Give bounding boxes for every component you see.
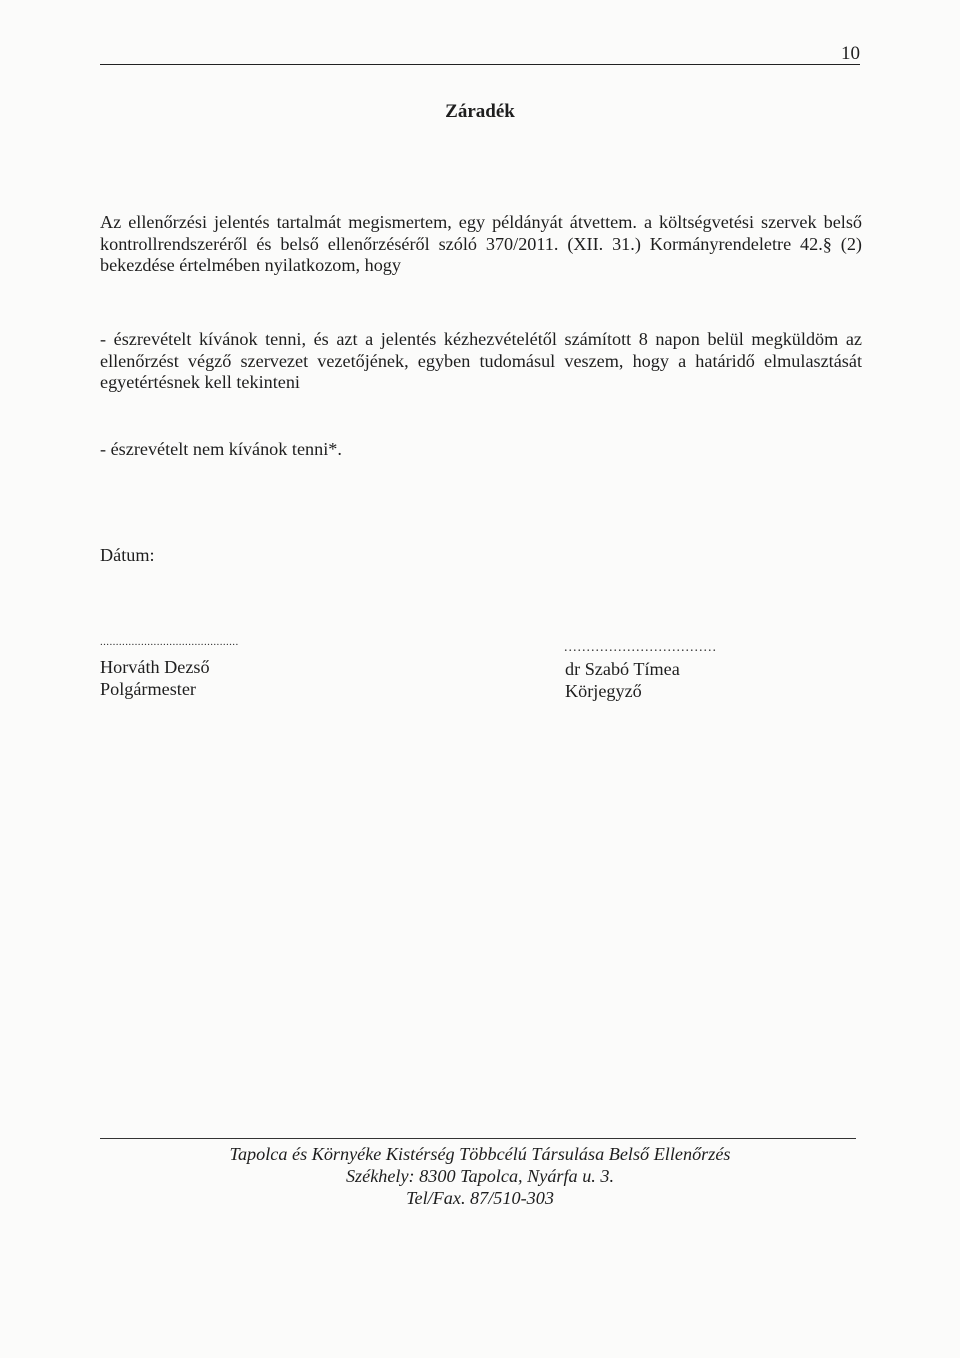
footer-address: Székhely: 8300 Tapolca, Nyárfa u. 3. [345,1166,615,1186]
date-label: Dátum: [100,545,155,565]
signature-block-right [565,659,680,702]
option-comment: - észrevételt kívánok tenni, és azt a jelentés kézhezvételétől számított 8 napon belül megküldöm az ellenőrzést végző szervezet vezetőjének, egyben tudomásul veszem, hogy a határidő elmulasztását egyetértésnek kell tekinteni [100,329,862,392]
signature-line-right: .................................. [564,640,717,655]
intro-paragraph: Az ellenőrzési jelentés tartalmát megismertem, egy példányát átvettem. a költségvetési szervek belső kontrollrendszeréről és belső ellenőrzéséről szóló 370/2011. (XII. 31.) Kormányrendeletre 42.§ (2) bekezdése értelmében nyilatkozom, hogy [100,212,862,275]
signatory-role-right: Körjegyző [565,680,642,701]
footer [0,1143,960,1209]
signatory-name-left: Horváth Dezső [100,657,210,677]
footer-phone: Tel/Fax. 87/510-303 [406,1188,554,1208]
signature-line-left: ............................................ [100,636,239,648]
document-title: Záradék [445,101,515,122]
footer-organization: Tapolca és Környéke Kistérség Többcélú Társulása Belső Ellenőrzés [229,1144,731,1164]
footer-rule [100,1138,856,1139]
header-rule [100,64,860,65]
signature-block-left [100,657,210,700]
page-number: 10 [841,43,860,64]
option-no-comment: - észrevételt nem kívánok tenni*. [100,439,342,459]
signatory-role-left: Polgármester [100,678,196,699]
signatory-name-right: dr Szabó Tímea [565,659,680,679]
